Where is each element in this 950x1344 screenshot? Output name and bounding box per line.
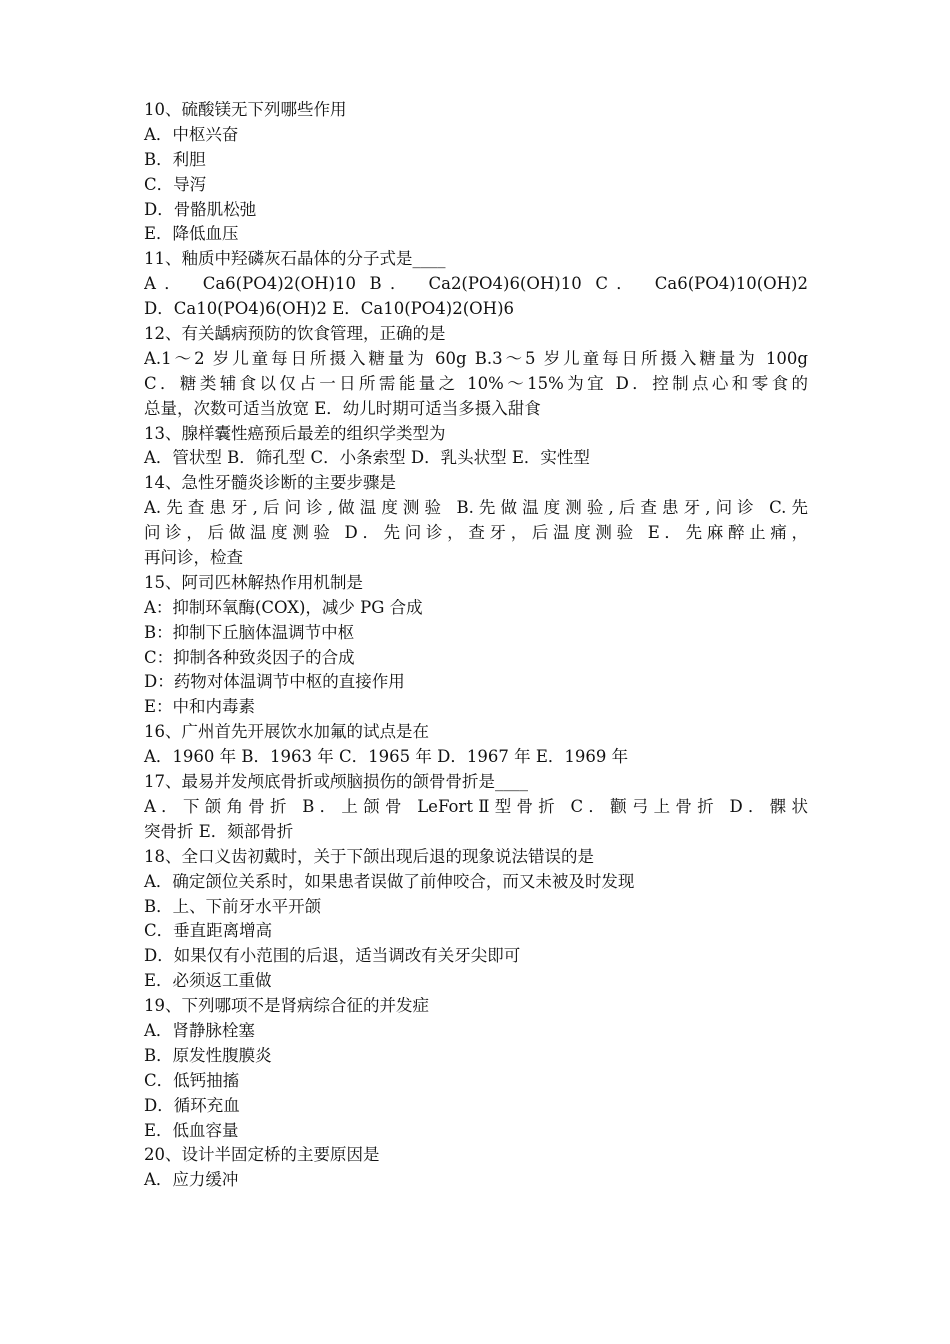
option-text: A． Ca6(PO4)2(OH)10 B． Ca2(PO4)6(OH)10 C． Ca6(PO4)10(OH)2: [144, 274, 808, 294]
option-text: A．确定颌位关系时，如果患者误做了前伸咬合，而又未被及时发现: [144, 871, 635, 891]
question-text: 12、有关龋病预防的饮食管理，正确的是: [144, 324, 446, 344]
option-text: D．Ca10(PO4)6(OH)2 E．Ca10(PO4)2(OH)6: [144, 299, 515, 319]
question-text: 14、急性牙髓炎诊断的主要步骤是: [144, 473, 396, 493]
option-text: C．导泻: [144, 174, 207, 194]
option-text: D．如果仅有小范围的后退，适当调改有关牙尖即可: [144, 946, 521, 966]
document-body: [144, 98, 808, 1193]
option-text: D．循环充血: [144, 1095, 240, 1115]
option-text: E．降低血压: [144, 224, 239, 244]
option-text: A.先查患牙,后问诊,做温度测验 B.先做温度测验,后查患牙,问诊 C.先: [144, 498, 808, 518]
question-text: 18、全口义齿初戴时，关于下颌出现后退的现象说法错误的是: [144, 846, 594, 866]
question-text: 19、下列哪项不是肾病综合征的并发症: [144, 996, 429, 1016]
option-text: A：抑制环氧酶(COX)，减少 PG 合成: [144, 597, 423, 617]
option-text: A．管状型 B．筛孔型 C．小条索型 D．乳头状型 E．实性型: [144, 448, 590, 468]
option-text: B．上、下前牙水平开颌: [144, 896, 322, 916]
option-text: 再问诊，检查: [144, 548, 243, 568]
option-text: 问诊，后做温度测验 D．先问诊，查牙，后温度测验 E．先麻醉止痛，: [144, 523, 808, 543]
option-text: C．糖类辅食以仅占一日所需能量之 10%～15%为宜 D．控制点心和零食的: [144, 373, 808, 393]
option-text: C．低钙抽搐: [144, 1070, 240, 1090]
option-text: 突骨折 E．颏部骨折: [144, 821, 294, 841]
option-text: C．垂直距离增高: [144, 921, 273, 941]
option-text: B．原发性腹膜炎: [144, 1045, 272, 1065]
option-text: B．利胆: [144, 149, 206, 169]
option-text: E：中和内毒素: [144, 697, 256, 717]
option-text: E．必须返工重做: [144, 971, 272, 991]
option-text: D：药物对体温调节中枢的直接作用: [144, 672, 405, 692]
option-text: A．1960 年 B．1963 年 C．1965 年 D．1967 年 E．1969 年: [144, 747, 629, 767]
question-text: 11、釉质中羟磷灰石晶体的分子式是____: [144, 249, 446, 269]
option-text: A．应力缓冲: [144, 1170, 239, 1190]
option-text: A.1～2 岁儿童每日所摄入糖量为 60g B.3～5 岁儿童每日所摄入糖量为 100g: [144, 348, 808, 368]
question-text: 15、阿司匹林解热作用机制是: [144, 572, 363, 592]
question-text: 20、设计半固定桥的主要原因是: [144, 1145, 380, 1165]
question-text: 17、最易并发颅底骨折或颅脑损伤的颌骨骨折是____: [144, 772, 528, 792]
option-text: A．下颌角骨折 B．上颌骨 LeFortⅡ型骨折 C．颧弓上骨折 D．髁状: [144, 796, 808, 816]
option-text: A．中枢兴奋: [144, 124, 239, 144]
question-text: 10、硫酸镁无下列哪些作用: [144, 100, 347, 119]
option-text: A．肾静脉栓塞: [144, 1020, 255, 1040]
option-text: E．低血容量: [144, 1120, 239, 1140]
option-text: B：抑制下丘脑体温调节中枢: [144, 622, 355, 642]
option-text: D．骨骼肌松弛: [144, 199, 257, 219]
option-text: C：抑制各种致炎因子的合成: [144, 647, 355, 667]
question-text: 16、广州首先开展饮水加氟的试点是在: [144, 722, 429, 742]
question-text: 13、腺样囊性癌预后最差的组织学类型为: [144, 423, 446, 443]
option-text: 总量，次数可适当放宽 E．幼儿时期可适当多摄入甜食: [144, 398, 541, 418]
